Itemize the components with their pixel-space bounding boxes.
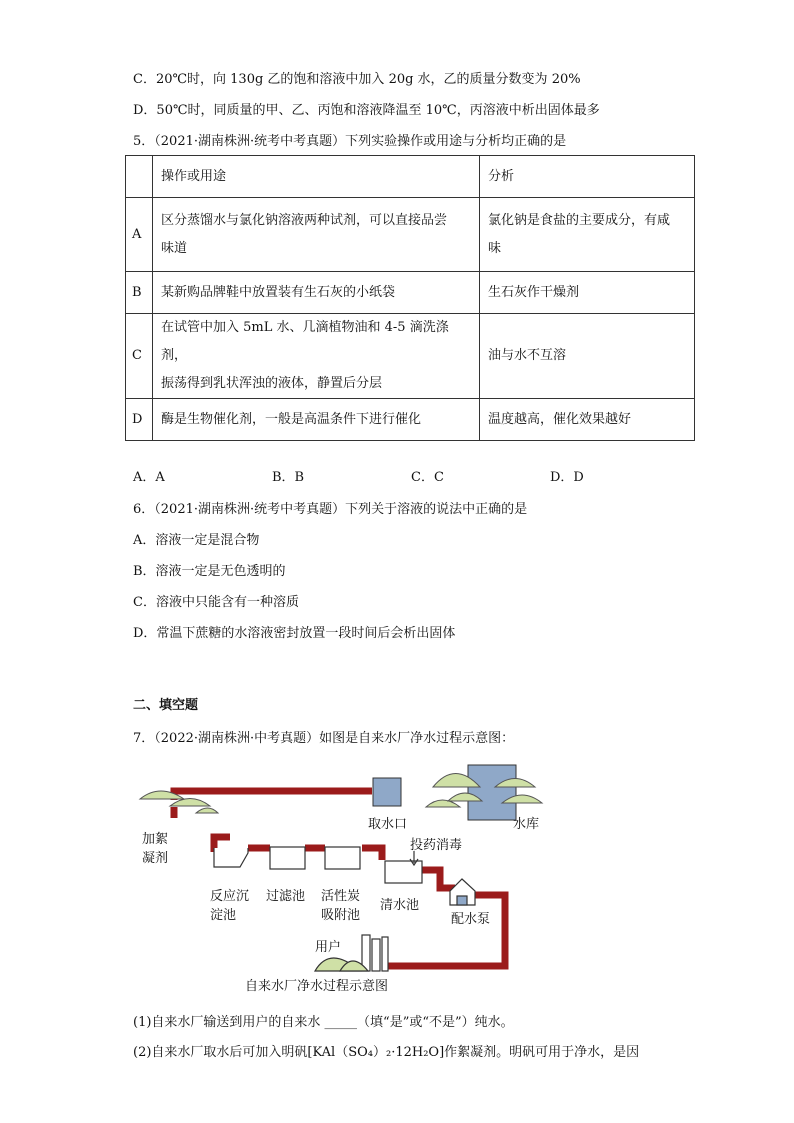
q5-choices [133, 466, 693, 485]
row-analysis: 油与水不互溶 [480, 314, 695, 399]
pump-house-icon [450, 879, 475, 905]
row-operation: 某新购品牌鞋中放置装有生石灰的小纸袋 [153, 272, 480, 314]
sediment-label-line2: 淀池 [210, 908, 237, 923]
sediment-label-line1: 反应沉 [210, 889, 250, 904]
filter-tank-icon [270, 847, 305, 869]
q4-option-c: C．20℃时，向 130g 乙的饱和溶液中加入 20g 水，乙的质量分数变为 20% [133, 72, 581, 87]
pump-label: 配水泵 [451, 912, 491, 927]
q6-option-a[interactable]: A．溶液一定是混合物 [133, 533, 260, 548]
cell-line: 氯化钠是食盐的主要成分，有咸 [488, 212, 671, 228]
row-analysis [480, 198, 695, 272]
choice-a[interactable]: A．A [133, 470, 165, 485]
table-header-row [126, 156, 695, 198]
carbon-label-line2: 吸附池 [321, 908, 361, 923]
row-label: B [126, 272, 153, 314]
table-header-analysis: 分析 [480, 156, 695, 198]
row-operation [153, 198, 480, 272]
row-analysis: 温度越高，催化效果越好 [480, 399, 695, 441]
reservoir-label: 水库 [513, 817, 540, 832]
clear-tank-icon [385, 861, 422, 883]
tanks [214, 847, 422, 883]
table-row [126, 272, 695, 314]
reservoir-icon [426, 765, 542, 820]
user-label: 用户 [315, 940, 342, 955]
q6-option-b[interactable]: B．溶液一定是无色透明的 [133, 564, 286, 579]
coagulant-label-line2: 凝剂 [142, 851, 169, 866]
disinfect-label: 投药消毒 [410, 838, 463, 853]
intake-box [373, 778, 401, 806]
carbon-tank-icon [325, 847, 360, 869]
q6-stem: 6．（2021·湖南株洲·统考中考真题）下列关于溶液的说法中正确的是 [133, 502, 528, 517]
table-row [126, 399, 695, 441]
q5-stem: 5．（2021·湖南株洲·统考中考真题）下列实验操作或用途与分析均正确的是 [133, 134, 567, 149]
filter-label: 过滤池 [266, 889, 306, 904]
cell-line: 味 [488, 240, 502, 256]
table-header-cell [126, 156, 153, 198]
coagulant-label-line1: 加絮 [142, 832, 169, 847]
row-label: C [126, 314, 153, 399]
cell-line: 区分蒸馏水与氯化钠溶液两种试剂，可以直接品尝 [161, 212, 448, 228]
row-label: A [126, 198, 153, 272]
intake-label: 取水口 [368, 817, 408, 832]
q7-sub2: (2)自来水厂取水后可加入明矾[KAl（SO₄）₂·12H₂O]作絮凝剂。明矾可用于净水，是因 [133, 1045, 640, 1060]
q4-option-d: D．50℃时，同质量的甲、乙、丙饱和溶液降温至 10℃，丙溶液中析出固体最多 [133, 103, 600, 118]
choice-b[interactable]: B．B [272, 470, 305, 485]
cell-line: 在试管中加入 5mL 水、几滴植物油和 4-5 滴洗涤剂， [161, 320, 449, 363]
q6-option-c[interactable]: C．溶液中只能含有一种溶质 [133, 595, 299, 610]
table-row [126, 314, 695, 399]
q6-option-d[interactable]: D．常温下蔗糖的水溶液密封放置一段时间后会析出固体 [133, 626, 456, 641]
water-treatment-diagram [130, 755, 560, 995]
row-operation [153, 314, 480, 399]
row-label: D [126, 399, 153, 441]
carbon-label-line1: 活性炭 [321, 889, 361, 904]
table-header-operation: 操作或用途 [153, 156, 480, 198]
clear-label: 清水池 [380, 898, 420, 913]
diagram-caption: 自来水厂净水过程示意图 [245, 979, 389, 994]
cell-line: 味道 [161, 240, 188, 256]
q7-sub1: (1)自来水厂输送到用户的自来水 _____（填“是”或“不是”）纯水。 [133, 1015, 514, 1030]
cell-line: 振荡得到乳状浑浊的液体，静置后分层 [161, 376, 383, 391]
row-analysis: 生石灰作干燥剂 [480, 272, 695, 314]
table-row [126, 198, 695, 272]
choice-d[interactable]: D．D [550, 470, 584, 485]
choice-c[interactable]: C．C [411, 470, 444, 485]
sediment-tank-icon [214, 848, 248, 867]
section-title: 二、填空题 [133, 698, 199, 713]
q5-table [125, 155, 695, 441]
q7-stem: 7．（2022·湖南株洲·中考真题）如图是自来水厂净水过程示意图： [133, 731, 515, 746]
row-operation: 酶是生物催化剂，一般是高温条件下进行催化 [153, 399, 480, 441]
